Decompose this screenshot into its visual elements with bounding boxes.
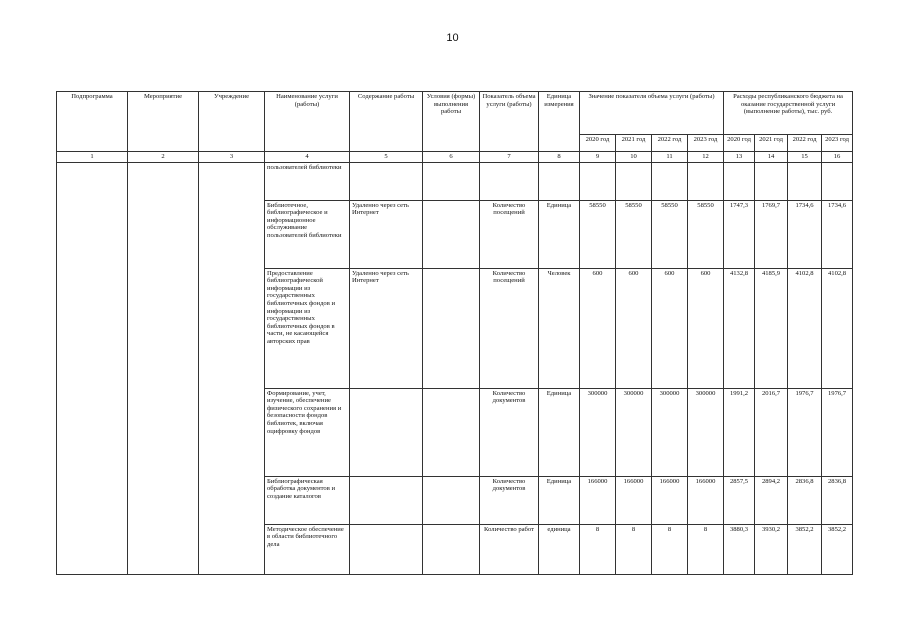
expense-cell: 2836,8 [822,476,853,524]
content-cell [350,524,423,574]
header-value-group: Значение показателя объема услуги (работы) [580,92,724,135]
service-name-cell: Формирование, учет, изучение, обеспечение физического сохранения и безопасности фондов библиотек, включая оцифровку фондов [265,388,350,476]
service-name-cell: Методическое обеспечение в области библиотечного дела [265,524,350,574]
indicator-cell: Количество документов [480,476,539,524]
header-conditions: Условия (формы) выполнения работы [423,92,480,152]
expense-cell: 2836,8 [788,476,822,524]
content-cell: Удаленно через сеть Интернет [350,200,423,268]
column-number: 16 [822,152,853,163]
expense-cell: 1991,2 [724,388,755,476]
value-cell: 58550 [688,200,724,268]
value-cell: 166000 [616,476,652,524]
column-number-row [57,152,853,163]
conditions-cell [423,524,480,574]
content-cell [350,476,423,524]
column-number: 11 [652,152,688,163]
value-cell: 166000 [688,476,724,524]
value-cell [616,162,652,200]
expense-cell [724,162,755,200]
expense-cell: 1976,7 [822,388,853,476]
column-number: 9 [580,152,616,163]
expense-cell: 1769,7 [755,200,788,268]
header-unit: Единица измерения [539,92,580,152]
expense-cell: 2016,7 [755,388,788,476]
header-expense-group: Расходы республиканского бюджета на оказание государственной услуги (выполнение работы), тыс. руб. [724,92,853,135]
value-cell: 600 [688,268,724,388]
value-cell: 300000 [580,388,616,476]
value-cell: 300000 [688,388,724,476]
conditions-cell [423,200,480,268]
value-cell: 8 [580,524,616,574]
value-cell: 58550 [616,200,652,268]
value-cell: 300000 [652,388,688,476]
column-number: 10 [616,152,652,163]
expense-cell: 3852,2 [822,524,853,574]
header-subprogram: Подпрограмма [57,92,128,152]
column-number: 1 [57,152,128,163]
value-cell: 8 [616,524,652,574]
value-cell: 600 [652,268,688,388]
conditions-cell [423,162,480,200]
value-cell: 600 [580,268,616,388]
service-name-cell: Библиотечное, библиографическое и информационное обслуживание пользователей библиотеки [265,200,350,268]
column-number: 3 [199,152,265,163]
conditions-cell [423,268,480,388]
indicator-cell: Количество посещений [480,200,539,268]
expense-cell: 1976,7 [788,388,822,476]
column-number: 6 [423,152,480,163]
column-number: 7 [480,152,539,163]
header-year: 2023 год [688,135,724,152]
unit-cell: Единица [539,476,580,524]
unit-cell: Единица [539,388,580,476]
column-number: 2 [128,152,199,163]
header-year: 2023 год [822,135,853,152]
expense-cell: 3852,2 [788,524,822,574]
header-content: Содержание работы [350,92,423,152]
header-indicator: Показатель объема услуги (работы) [480,92,539,152]
unit-cell: Человек [539,268,580,388]
content-cell [350,388,423,476]
expense-cell [755,162,788,200]
header-year: 2022 год [788,135,822,152]
value-cell: 166000 [652,476,688,524]
service-name-cell: Библиографическая обработка документов и создание каталогов [265,476,350,524]
expense-cell: 3930,2 [755,524,788,574]
indicator-cell: Количество работ [480,524,539,574]
column-number: 13 [724,152,755,163]
page-number: 10 [446,32,459,44]
expense-cell: 1734,6 [788,200,822,268]
expense-cell: 4185,9 [755,268,788,388]
institution-cell [199,162,265,574]
value-cell [652,162,688,200]
value-cell [688,162,724,200]
service-name-cell: пользователей библиотеки [265,162,350,200]
header-year: 2020 год [724,135,755,152]
value-cell: 58550 [652,200,688,268]
column-number: 4 [265,152,350,163]
unit-cell [539,162,580,200]
expense-cell: 3880,3 [724,524,755,574]
expense-cell: 4102,8 [788,268,822,388]
header-institution: Учреждение [199,92,265,152]
expense-cell: 2857,5 [724,476,755,524]
expense-cell: 1734,6 [822,200,853,268]
unit-cell: единица [539,524,580,574]
column-number: 8 [539,152,580,163]
header-year: 2021 год [616,135,652,152]
column-number: 5 [350,152,423,163]
subprogram-cell [57,162,128,574]
indicator-cell: Количество посещений [480,268,539,388]
content-cell [350,162,423,200]
value-cell: 600 [616,268,652,388]
value-cell: 300000 [616,388,652,476]
column-number: 12 [688,152,724,163]
header-year: 2020 год [580,135,616,152]
table-row [57,162,853,200]
expense-cell [822,162,853,200]
column-number: 14 [755,152,788,163]
expense-cell: 4102,8 [822,268,853,388]
value-cell: 8 [688,524,724,574]
header-service-name: Наименование услуги (работы) [265,92,350,152]
activity-cell [128,162,199,574]
expense-cell: 2894,2 [755,476,788,524]
expense-cell: 1747,3 [724,200,755,268]
value-cell: 58550 [580,200,616,268]
content-cell: Удаленно через сеть Интернет [350,268,423,388]
unit-cell: Единица [539,200,580,268]
service-name-cell: Предоставление библиографической информации из государственных библиотечных фондов и информации из государственных библиотечных фондов в части, не касающейся авторских прав [265,268,350,388]
services-table [56,91,853,575]
indicator-cell [480,162,539,200]
indicator-cell: Количество документов [480,388,539,476]
conditions-cell [423,388,480,476]
expense-cell: 4132,8 [724,268,755,388]
header-year: 2022 год [652,135,688,152]
value-cell: 166000 [580,476,616,524]
expense-cell [788,162,822,200]
value-cell: 8 [652,524,688,574]
header-activity: Мероприятие [128,92,199,152]
header-year: 2021 год [755,135,788,152]
column-number: 15 [788,152,822,163]
conditions-cell [423,476,480,524]
value-cell [580,162,616,200]
